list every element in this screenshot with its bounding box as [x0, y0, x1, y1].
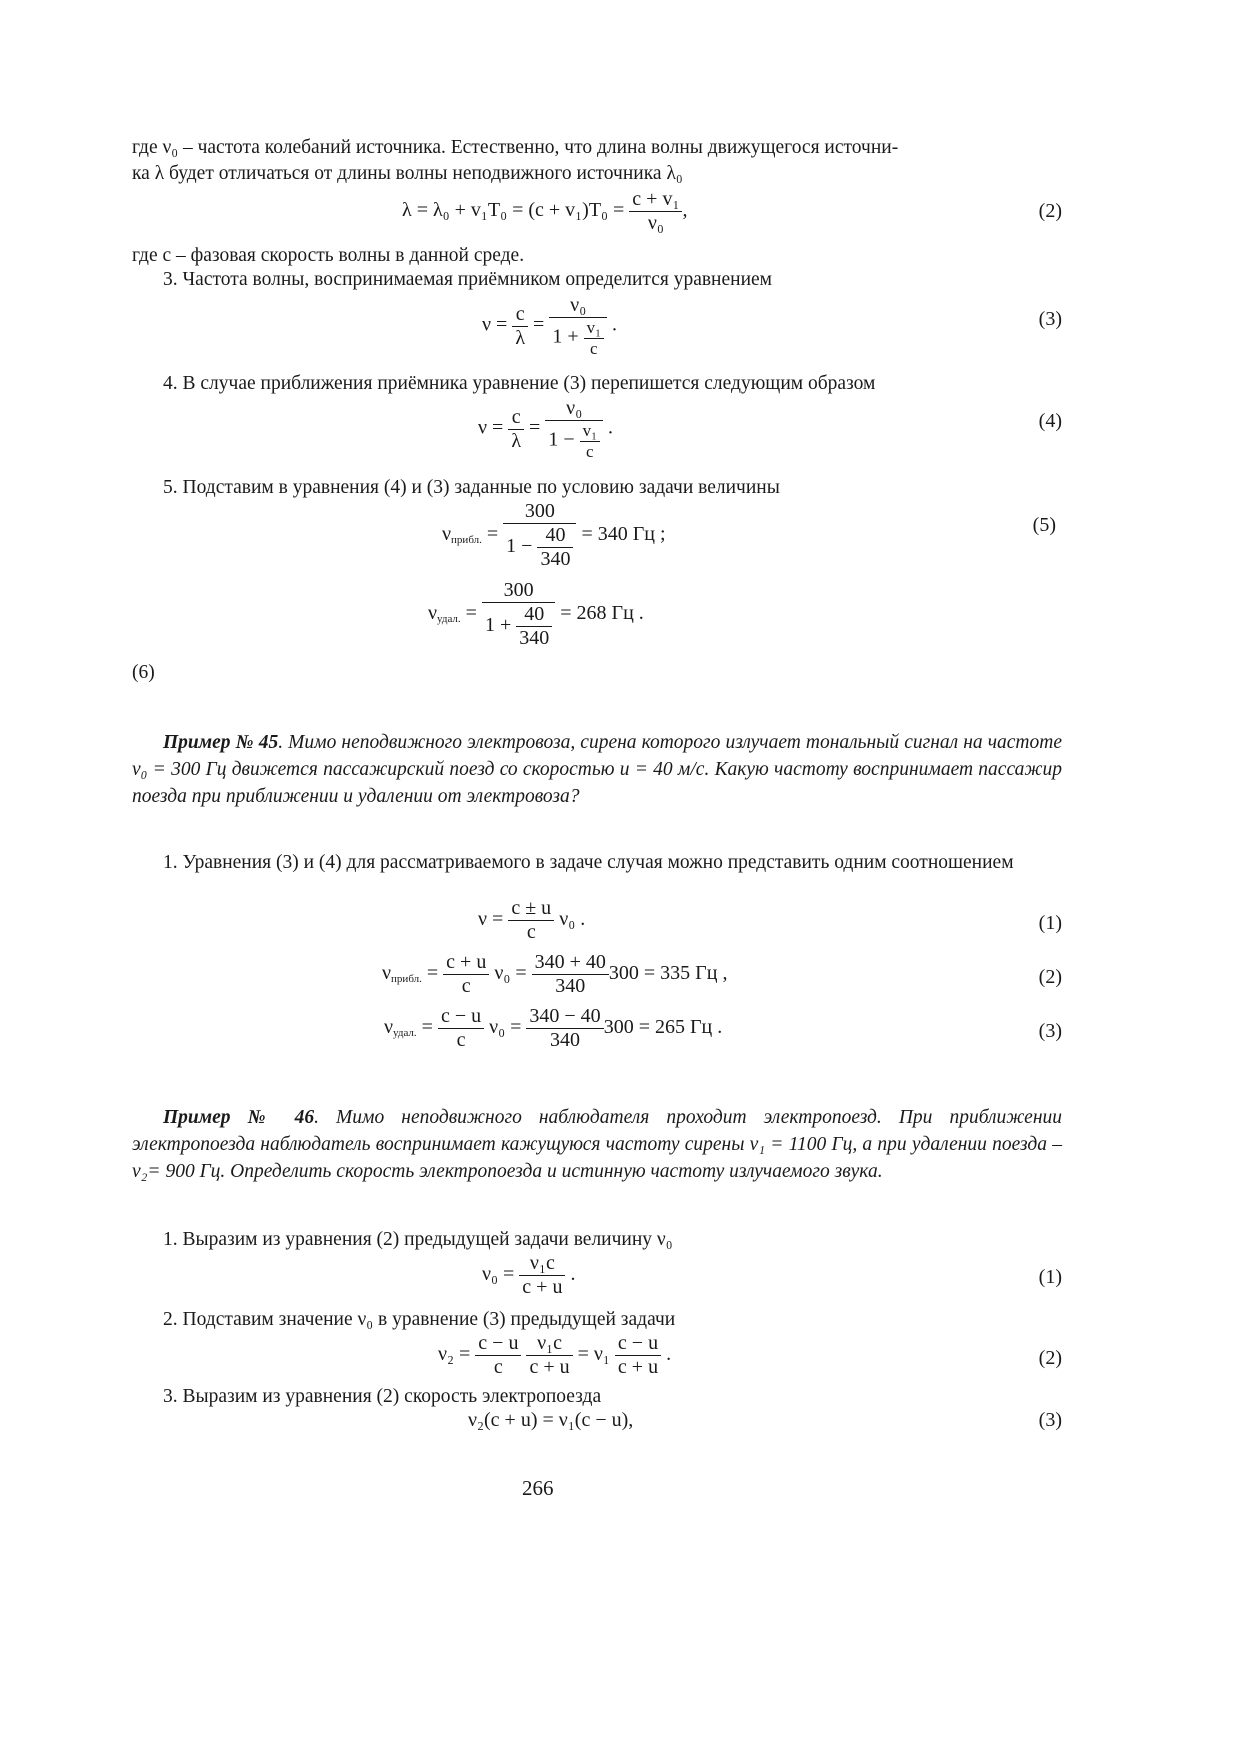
- fraction: [482, 579, 555, 650]
- fraction: [532, 951, 609, 998]
- equation-number: (3): [1038, 1020, 1062, 1042]
- fraction-numerator: 340 − 40: [526, 1005, 603, 1029]
- fraction: [516, 603, 552, 650]
- fraction: [438, 1005, 484, 1052]
- fraction-denominator: [545, 421, 603, 461]
- fraction-numerator: c − u: [475, 1332, 521, 1356]
- formula-text: 1 −: [506, 535, 533, 558]
- fraction-denominator: 340: [555, 975, 586, 997]
- formula-text: ν₀ =: [489, 1016, 522, 1039]
- fraction: [545, 397, 603, 461]
- fraction-denominator: [482, 603, 555, 650]
- fraction-denominator: c: [456, 1029, 466, 1051]
- fraction-numerator: 340 + 40: [532, 951, 609, 975]
- fraction-denominator: c: [590, 338, 598, 358]
- page-number: 266: [522, 1476, 554, 1500]
- formula-frequency-recede: ν = $\frac{c}{\lambda}$ = ν₀ 1 + $\frac{\text{v₁}}{c}$ .: [482, 294, 618, 358]
- fraction-numerator: ν₀: [549, 294, 607, 318]
- fraction-denominator: c: [526, 921, 536, 943]
- text-line: где ν₀ – частота колебаний источника. Естественно, что длина волны движущегося источни-: [132, 137, 899, 158]
- fraction-numerator: c − u: [615, 1332, 661, 1356]
- formula-text: 300 = 335 Гц ,: [608, 962, 728, 985]
- equation-number: (3): [1038, 308, 1062, 330]
- text-line: ка λ будет отличаться от длины волны неподвижного источника λ₀: [132, 163, 683, 184]
- example-title: Пример № 46: [163, 1107, 315, 1128]
- formula-text: 1 +: [484, 614, 512, 637]
- formula-text: ν₀ =: [482, 1263, 515, 1286]
- equation-number: (1): [1038, 912, 1062, 934]
- fraction: [629, 188, 682, 235]
- text-line: (6): [132, 662, 155, 683]
- fraction: [537, 524, 573, 571]
- fraction-denominator: ν₀: [647, 212, 664, 234]
- fraction: [526, 1005, 603, 1052]
- text-paragraph: 1. Уравнения (3) и (4) для рассматриваемого в задаче случая можно представить одним соотношением: [163, 852, 1014, 873]
- fraction-numerator: 40: [516, 603, 552, 627]
- equation-number: (2): [1038, 200, 1062, 222]
- equation-number: (2): [1038, 1347, 1062, 1369]
- fraction-numerator: 40: [537, 524, 573, 548]
- example-text: . Мимо неподвижного электровоза, сирена которого излучает тональный сигнал на частоте ν₀ = 300 Гц движется пассажирский поезд со скоростью u = 40 м/с. Какую частоту воспринимает пассажир поезда при приближении и удалении от электровоза?: [132, 732, 1062, 807]
- fraction-numerator: c: [508, 406, 524, 430]
- fraction-numerator: c + v₁: [629, 188, 682, 212]
- fraction: [584, 318, 604, 358]
- formula-recede-265: $\nu_{удал.}$ = $\frac{c - u}{c}$ ν₀ = $\frac{340 - 40}{340}$ 300 = 265 Гц .: [384, 1005, 723, 1051]
- example-45-statement: [132, 729, 1062, 810]
- fraction-denominator: [549, 318, 607, 358]
- fraction: [526, 1332, 572, 1379]
- fraction-numerator: ν₀: [545, 397, 603, 421]
- fraction-numerator: c: [512, 303, 528, 327]
- fraction-numerator: c + u: [443, 951, 489, 975]
- fraction-denominator: 340: [540, 548, 571, 570]
- formula-text: ν =: [478, 908, 504, 931]
- text-line: 3. Частота волны, воспринимаемая приёмником определится уравнением: [163, 269, 773, 290]
- fraction: [443, 951, 489, 998]
- equation-number: (3): [1038, 1409, 1062, 1431]
- formula-text: 1 +: [552, 325, 579, 348]
- example-46-statement: [132, 1104, 1062, 1185]
- formula-text: = ν₁: [577, 1343, 610, 1366]
- example-title: Пример № 45: [163, 732, 279, 753]
- example-text: . Мимо неподвижного наблюдателя проходит электропоезд. При приближении электропоезда наблюдатель воспринимает кажущуюся частоту сирены ν₁ = 1100 Гц, а при удалении поезда – ν₂= 900 Гц. Определить скорость электропоезда и истинную частоту излучаемого звука.: [132, 1107, 1062, 1182]
- formula-speed-equation: ν₂(c + u) = ν₁(c − u),: [468, 1409, 634, 1431]
- formula-approach-value: $\nu_{прибл.}$ = 300 1 − $\frac{40}{340}$ = 340 Гц ;: [442, 500, 666, 570]
- fraction-denominator: 340: [519, 627, 550, 649]
- text-line: 5. Подставим в уравнения (4) и (3) заданные по условию задачи величины: [163, 477, 780, 498]
- fraction: [475, 1332, 521, 1379]
- fraction: [512, 303, 528, 350]
- fraction-denominator: c: [493, 1356, 503, 1378]
- fraction: [580, 421, 600, 461]
- text-line: 4. В случае приближения приёмника уравнение (3) перепишется следующим образом: [163, 373, 876, 394]
- fraction-denominator: c + u: [529, 1356, 570, 1378]
- formula-text: ν: [428, 602, 438, 625]
- fraction-denominator: λ: [511, 429, 522, 452]
- formula-text: ν =: [478, 416, 504, 439]
- fraction-denominator: λ: [515, 326, 526, 349]
- formula-nu0: ν₀ = $\frac{\text{ν₁c}}{c + u}$ .: [482, 1252, 576, 1298]
- equation-number: (2): [1038, 966, 1062, 988]
- formula-subscript: удал.: [393, 1027, 417, 1040]
- fraction-denominator: c + u: [617, 1356, 659, 1378]
- formula-text: λ = λ₀ + v₁T₀ = (c + v₁)T₀ =: [402, 199, 625, 222]
- fraction: [549, 294, 607, 358]
- formula-nu2: ν₂ = $\frac{c - u}{c}$ $\frac{\text{ν₁c}}{c + u}$ = ν₁ $\frac{c - u}{c + u}$ .: [438, 1332, 672, 1378]
- formula-text: ν: [382, 962, 392, 985]
- formula-text: 1 −: [548, 428, 575, 451]
- fraction-numerator: ν₁c: [519, 1252, 565, 1276]
- equation-number: (5): [1032, 514, 1056, 536]
- fraction-denominator: 340: [550, 1029, 581, 1051]
- formula-frequency-approach: ν = $\frac{c}{\lambda}$ = ν₀ 1 − $\frac{\text{v₁}}{c}$ .: [478, 397, 614, 461]
- text-line: где c – фазовая скорость волны в данной среде.: [132, 245, 525, 266]
- formula-text: = 268 Гц .: [560, 602, 644, 625]
- fraction-numerator: 300: [503, 500, 576, 524]
- formula-text: 300 = 265 Гц .: [603, 1016, 723, 1039]
- text-line: 1. Выразим из уравнения (2) предыдущей задачи величину ν₀: [163, 1229, 673, 1250]
- formula-text: ν₀ =: [494, 962, 527, 985]
- fraction-numerator: c − u: [438, 1005, 484, 1029]
- equation-number: (4): [1038, 410, 1062, 432]
- formula-recede-value: $\nu_{удал.}$ = 300 1 + $\frac{40}{340}$ = 268 Гц .: [428, 579, 644, 649]
- fraction-denominator: c + u: [522, 1276, 563, 1298]
- text-line: 3. Выразим из уравнения (2) скорость электропоезда: [163, 1386, 602, 1407]
- formula-text: ν: [384, 1016, 394, 1039]
- formula-subscript: прибл.: [451, 534, 482, 547]
- formula-approach-335: $\nu_{прибл.}$ = $\frac{c + u}{c}$ ν₀ = $\frac{340 + 40}{340}$ 300 = 335 Гц ,: [382, 951, 728, 997]
- formula-text: ν: [442, 523, 452, 546]
- formula-text: ν =: [482, 313, 508, 336]
- fraction-denominator: c: [461, 975, 471, 997]
- equation-number: (1): [1038, 1266, 1062, 1288]
- fraction: [519, 1252, 565, 1299]
- fraction-denominator: [503, 524, 576, 571]
- formula-text: ν₂ =: [438, 1343, 471, 1366]
- fraction-numerator: 300: [482, 579, 555, 603]
- formula-subscript: прибл.: [391, 973, 422, 986]
- text-line: 2. Подставим значение ν₀ в уравнение (3) предыдущей задачи: [163, 1309, 676, 1330]
- fraction-numerator: ν₁c: [526, 1332, 572, 1356]
- fraction: [503, 500, 576, 571]
- fraction-numerator: c ± u: [508, 897, 554, 921]
- formula-general: ν = $\frac{c \pm u}{c}$ ν₀ .: [478, 897, 586, 943]
- fraction: [615, 1332, 661, 1379]
- fraction: [508, 897, 554, 944]
- formula-lambda: λ = λ₀ + v₁T₀ = (c + v₁)T₀ = $\frac{\text{c + v₁}}{\text{ν₀}}$ ,: [402, 188, 688, 234]
- formula-text: ν₀: [559, 908, 576, 931]
- fraction: [508, 406, 524, 453]
- formula-subscript: удал.: [437, 613, 461, 626]
- formula-text: = 340 Гц ;: [581, 523, 666, 546]
- fraction-numerator: v₁: [580, 421, 600, 442]
- fraction-denominator: c: [586, 441, 594, 461]
- fraction-numerator: v₁: [584, 318, 604, 339]
